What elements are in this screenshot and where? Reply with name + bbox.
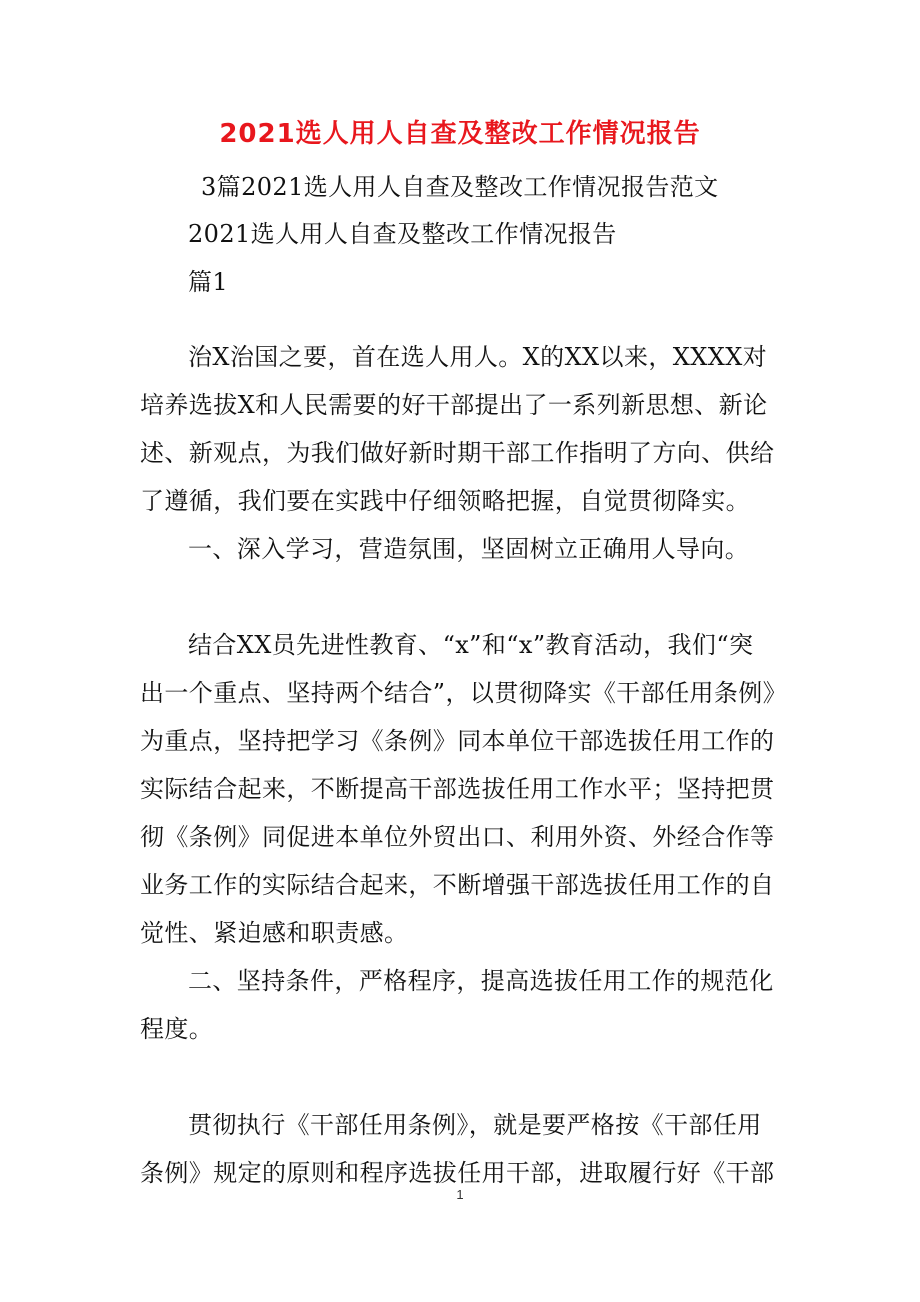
paragraph-line: 培养选拔X和人民需要的好干部提出了一系列新思想、新论 bbox=[140, 391, 768, 419]
report-heading: 2021选人用人自查及整改工作情况报告 bbox=[188, 220, 617, 248]
paragraph-line: 出一个重点、坚持两个结合”，以贯彻降实《干部任用条例》 bbox=[140, 679, 788, 707]
paragraph-line: 条例》规定的原则和程序选拔任用干部，进取履行好《干部 bbox=[140, 1159, 775, 1187]
paragraph-line: 实际结合起来，不断提高干部选拔任用工作水平；坚持把贯 bbox=[140, 775, 775, 803]
page-number: 1 bbox=[456, 1187, 464, 1202]
paragraph-line: 述、新观点，为我们做好新时期干部工作指明了方向、供给 bbox=[140, 439, 775, 467]
paragraph-line: 彻《条例》同促进本单位外贸出口、利用外资、外经合作等 bbox=[140, 823, 775, 851]
paragraph-line: 结合XX员先进性教育、“x”和“x”教育活动，我们“突 bbox=[188, 631, 754, 659]
section-heading: 一、深入学习，营造氛围，坚固树立正确用人导向。 bbox=[188, 535, 750, 563]
paragraph-line: 贯彻执行《干部任用条例》，就是要严格按《干部任用 bbox=[188, 1111, 762, 1139]
section-heading: 二、坚持条件，严格程序，提高选拔任用工作的规范化 bbox=[188, 967, 774, 995]
document-title: 2021选人用人自查及整改工作情况报告 bbox=[219, 119, 701, 149]
section-label: 篇1 bbox=[188, 268, 229, 296]
paragraph-line: 业务工作的实际结合起来，不断增强干部选拔任用工作的自 bbox=[140, 871, 775, 899]
subtitle-line: 3篇2021选人用人自查及整改工作情况报告范文 bbox=[201, 173, 719, 201]
section-heading-continued: 程度。 bbox=[140, 1015, 214, 1043]
paragraph-line: 治X治国之要，首在选人用人。X的XX以来，XXXX对 bbox=[188, 343, 768, 371]
paragraph-line: 觉性、紧迫感和职责感。 bbox=[140, 919, 409, 947]
paragraph-line: 为重点，坚持把学习《条例》同本单位干部选拔任用工作的 bbox=[140, 727, 775, 755]
paragraph-line: 了遵循，我们要在实践中仔细领略把握，自觉贯彻降实。 bbox=[140, 487, 750, 515]
